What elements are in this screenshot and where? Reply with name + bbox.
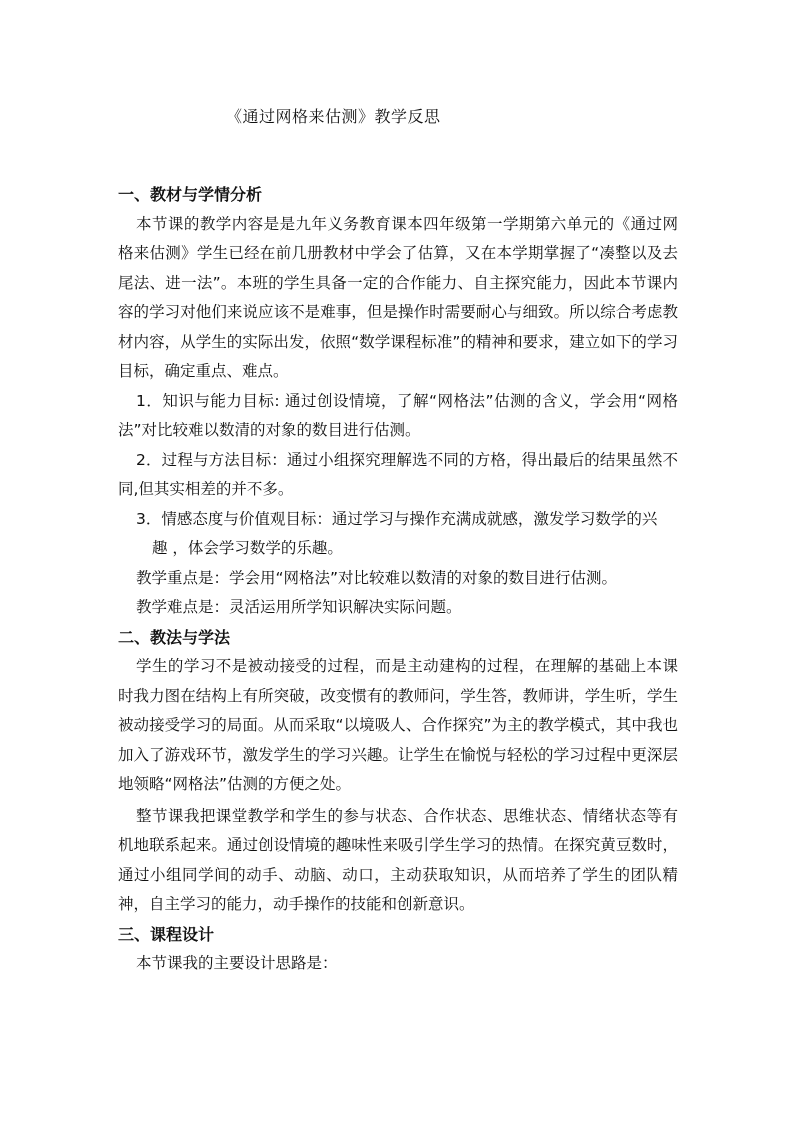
section-heading-1: 一、教材与学情分析: [118, 185, 263, 204]
objective-item-3-line-2: 趣 ，体会学习数学的乐趣。: [152, 539, 343, 557]
section-1-paragraph: 本节课的教学内容是是九年义务教育课本四年级第一学期第六单元的《通过网格来估测》学生已经在前几册教材中学会了估算，又在本学期掌握了“凑整以及去尾法、进一法”。本班的学生具备一定的合作能力、自主探究能力，因此本节课内容的学习对他们来说应该不是难事，但是操作时需要耐心与细致。所以综合考虑教材内容，从学生的实际出发，依照“数学课程标准”的精神和要求，建立如下的学习目标，确定重点、难点。: [118, 214, 678, 380]
objective-item-2: 2．过程与方法目标：通过小组探究理解选不同的方格，得出最后的结果虽然不同,但其实相差的并不多。: [118, 450, 678, 498]
section-2-paragraph-2: 整节课我把课堂教学和学生的参与状态、合作状态、思维状态、情绪状态等有机地联系起来。通过创设情境的趣味性来吸引学生学习的热情。在探究黄豆数时，通过小组同学间的动手、动脑、动口，主动获取知识，从而培养了学生的团队精神，自主学习的能力，动手操作的技能和创新意识。: [118, 806, 678, 913]
document-title: 《通过网格来估测》教学反思: [226, 107, 441, 126]
document-body: [118, 180, 678, 979]
objective-item-3: [118, 505, 678, 564]
difficult-point: 教学难点是：灵活运用所学知识解决实际问题。: [136, 598, 462, 616]
section-2-paragraph-1: 学生的学习不是被动接受的过程，而是主动建构的过程，在理解的基础上本课时我力图在结构上有所突破，改变惯有的教师问，学生答，教师讲，学生听，学生被动接受学习的局面。从而采取“以境吸人、合作探究”为主的教学模式，其中我也加入了游戏环节，激发学生的学习兴趣。让学生在愉悦与轻松的学习过程中更深层地领略“网格法”估测的方便之处。: [118, 657, 678, 793]
section-heading-2: 二、教法与学法: [118, 627, 231, 647]
objective-item-3-line-1: 3．情感态度与价值观目标：通过学习与操作充满成就感，激发学习数学的兴: [136, 509, 658, 528]
section-heading-3: 三、课程设计: [118, 924, 215, 944]
section-3-paragraph: 本节课我的主要设计思路是：: [136, 954, 338, 972]
objective-item-1: 1．知识与能力目标: 通过创设情境，了解“网格法”估测的含义，学会用“网格法”对比较难以数清的对象的数目进行估测。: [118, 391, 678, 439]
key-point: 教学重点是：学会用“网格法”对比较难以数清的对象的数目进行估测。: [136, 568, 618, 587]
